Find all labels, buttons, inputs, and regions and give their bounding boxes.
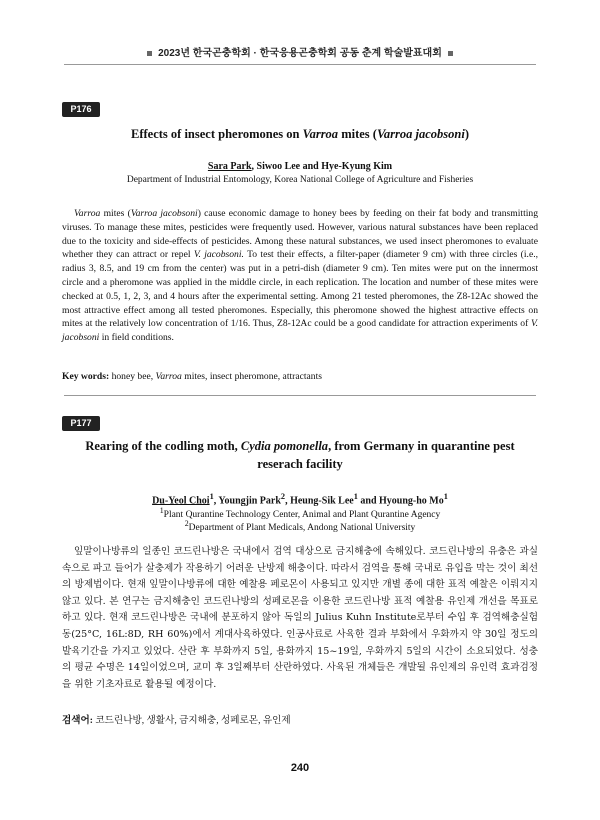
conference-title: 2023년 한국곤충학회 · 한국응용곤충학회 공동 춘계 학술발표대회 — [158, 48, 442, 59]
paper-abstract: Varroa mites (Varroa jacobsoni) cause economic damage to honey bees by feeding on their fat body and transmitting viruses. To manage these mites, pesticides were frequently used. However, various natural substances have been replaced due to the toxicity and side-effects of pesticides. Among these natural substances, we used insect pheromones to evaluate whether they can attract or repel V. jacobsoni. To test their effects, a filter-paper (diameter 9 cm) with three circles (i.e., radius 3, 8.5, and 19 cm from the center) was put in a petri-dish (diameter 9 cm). Ten mites were put on the innermost circle and a pheromone was applied in the middle circle, in each replication. The location and number of these mites were checked at 0.5, 1, 2, 3, and 4 hours after the experimental setting. Among 21 tested pheromones, the Z8-12Ac showed the most attractive effect among all tested pheromones. Especially, this pheromone showed the highest attractive effects on mites at the relatively low concentration of 1/16. Thus, Z8-12Ac could be a good candidate for attraction experiments of V. jacobsoni in field conditions. — [62, 208, 539, 344]
paper-keywords: Key words: honey bee, Varroa mites, insect pheromone, attractants — [62, 371, 322, 382]
paper-affiliation: Department of Industrial Entomology, Korea National College of Agriculture and Fisheries — [126, 175, 474, 185]
paper-title: Rearing of the codling moth, Cydia pomonella, from Germany in quarantine pest reserach facility — [85, 439, 515, 471]
paper-affiliation-1: $^1$Plant Qurantine Technology Center, Animal and Plant Qurantine Agency — [159, 506, 441, 521]
paper-affiliation-2: $^2$Department of Plant Medicals, Andong National University — [184, 519, 416, 534]
paper-keywords: 검색어: 코드린나방, 생활사, 금지해충, 성페로몬, 유인제 — [62, 715, 291, 726]
paper-abstract: 잎말이나방류의 일종인 코드린나방은 국내에서 검역 대상으로 금지해충에 속해있다. 코드린나방의 유충은 과실 속으로 파고 들어가 살충제가 작용하기 어려운 난방제 해충이다. 따라서 검역을 통해 국내로 유입을 막는 것이 최선의 방제법이다. 현재 잎말이나방류에 대한 예찰용 페로몬이 사용되고 있지만 개별 종에 대한 표적 예찰은 이뤄지지 않고 있다. 본 연구는 금지해충인 코드린나방의 성페로몬을 이용한 코드린나방 표적 예찰용 유인제 개선을 목표로 하고 있다. 현재 코드린나방은 국내에 분포하지 않아 독일의 Julius Kuhn Institute로부터 수입 후 검역해충실험동(25°C, 16L:8D, RH 60%)에서 계대사육하였다. 인공사료로 사육한 결과 부화에서 우화까지 약 30일 정도의 발육기간을 가지고 있었다. 산란 후 부화까지 5일, 용화까지 15~19일, 우화까지 5일의 시간이 소요되었다. 성충의 평균 수명은 14일이었으며, 교미 후 3일째부터 산란하였다. 사육된 개체들은 개발될 유인제의 유인력 효과검정을 위한 기초자료로 활용될 예정이다. — [62, 546, 538, 690]
header-rule — [64, 64, 536, 65]
paper-authors: Sara Park, Siwoo Lee and Hye-Kyung Kim — [207, 161, 393, 172]
paper-title: Effects of insect pheromones on Varroa mites (Varroa jacobsoni) — [131, 127, 469, 141]
square-bullet-icon — [448, 51, 453, 56]
paper-tag: P177 — [62, 416, 100, 431]
page-number: 240 — [290, 762, 310, 774]
section-rule — [64, 395, 536, 396]
conference-header — [0, 44, 600, 59]
paper-tag: P176 — [62, 102, 100, 117]
square-bullet-icon — [147, 51, 152, 56]
paper-authors: Du-Yeol Choi$^1$, Youngjin Park$^2$, Heung-Sik Lee$^1$ and Hyoung-ho Mo$^1$ — [152, 492, 448, 507]
